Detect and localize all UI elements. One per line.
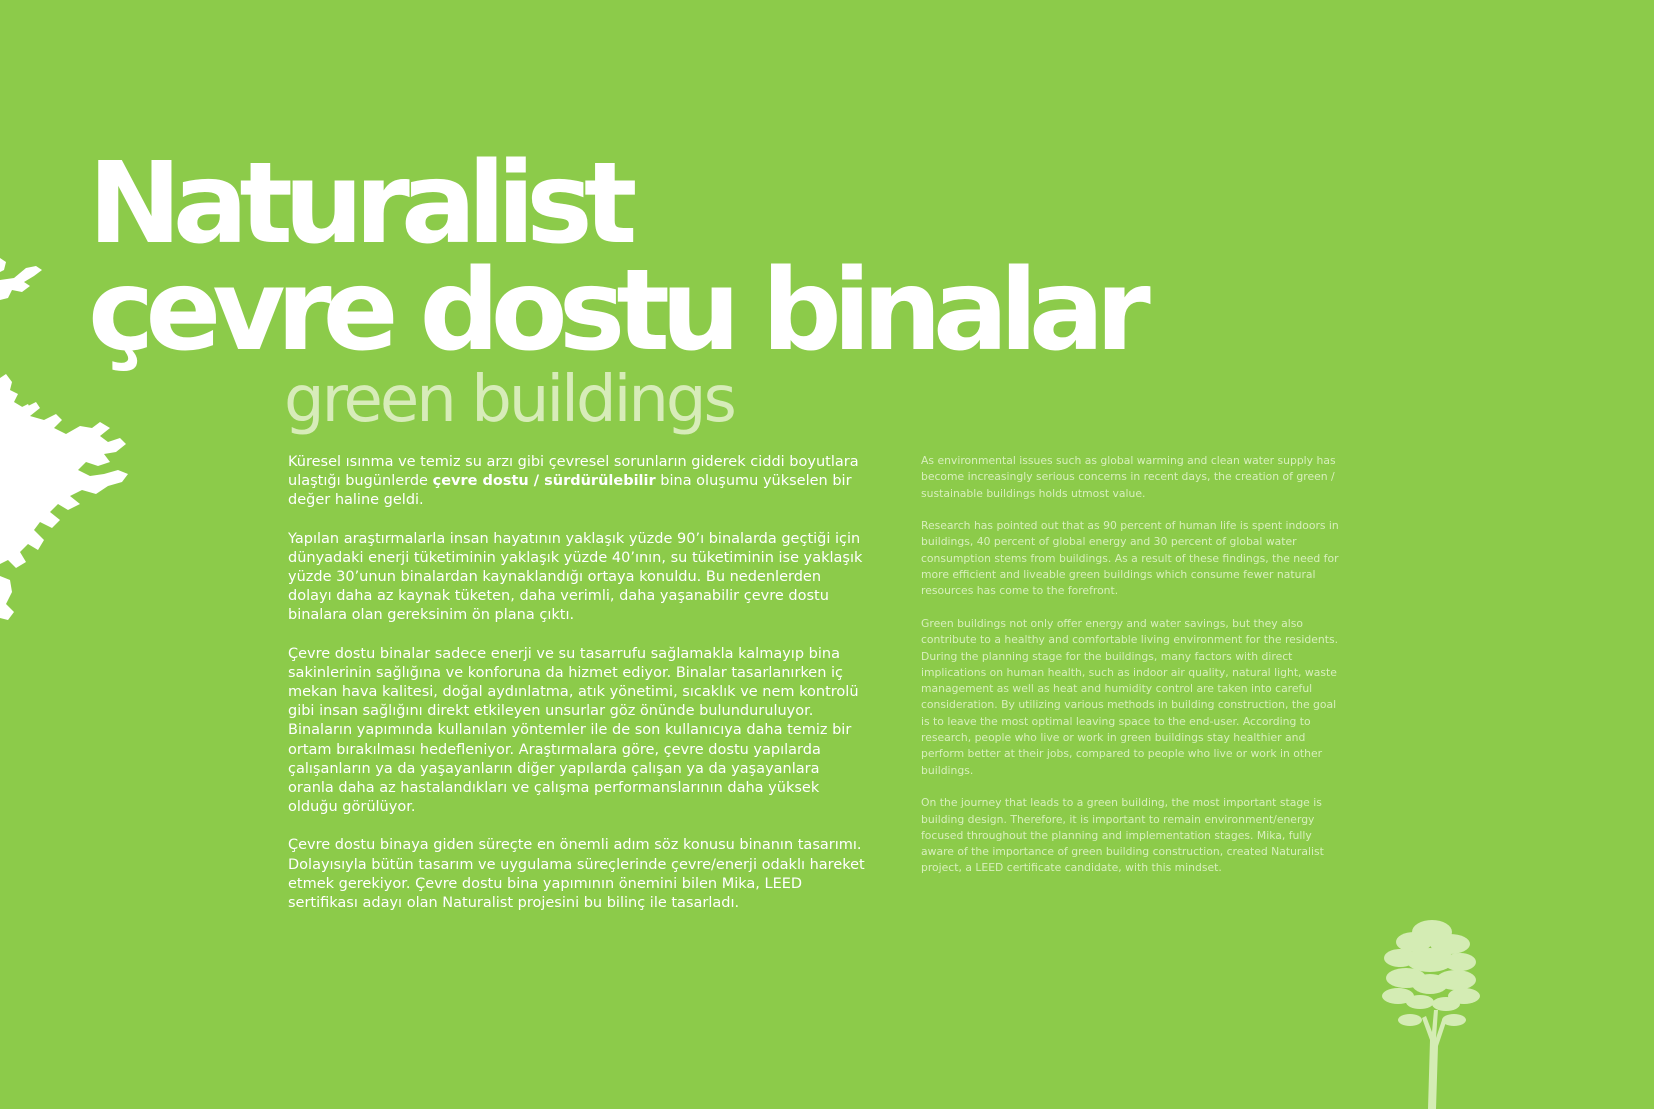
title-line-1: Naturalist [88,139,629,269]
turkish-paragraph-3: Çevre dostu binalar sadece enerji ve su tasarrufu sağlamakla kalmayıp bina sakinlerinin sağlığına ve konforuna da hizmet ediyor. Binalar tasarlanırken iç mekan hava kalitesi, doğal aydınlatma, atık yönetimi, sıcaklık ve nem kontrolü gibi insan sağlığını direkt etkileyen unsurlar göz önünde bulunduruluyor. Binaların yapımında kullanılan yöntemler ile de son kullanıcıya daha temiz bir ortam bırakılması hedefleniyor. Araştırmalara göre, çevre dostu yapılarda çalışanların ya da yaşayanların diğer yapılarda çalışan ya da yaşayanlara oranla daha az hastalandıkları ve çalışma performanslarının daha yüksek olduğu görülüyor. [288,645,859,816]
english-text-column [921,453,1341,893]
turkish-paragraph-1-emphasis: çevre dostu / sürdürülebilir [432,473,656,490]
tree-silhouette-right-icon [1370,920,1490,1109]
english-paragraph-3: Green buildings not only offer energy and water savings, but they also contribute to a healthy and comfortable living environment for the residents. During the planning stage for the buildings, many factors with direct implications on human health, such as indoor air quality, natural light, waste management as well as heat and humidity control are taken into careful consideration. By utilizing various methods in building construction, the goal is to leave the most optimal leaving space to the end-user. According to research, people who live or work in green buildings stay healthier and perform better at their jobs, compared to people who live or work in other buildings. [921,616,1339,777]
turkish-paragraph-1-end: bina oluşumu yükselen bir değer haline geldi. [288,473,852,509]
english-paragraph-4: On the journey that leads to a green building, the most important stage is building design. Therefore, it is important to remain environment/energy focused throughout the planning and implementation stages. Mika, fully aware of the importance of green building construction, created Naturalist project, a LEED certificate candidate, with this mindset. [921,796,1324,875]
english-paragraph-2: Research has pointed out that as 90 percent of human life is spent indoors in buildings, 40 percent of global energy and 30 percent of global water consumption stems from buildings. As a result of these findings, the need for more efficient and liveable green buildings which consume fewer natural resources has come to the forefront. [921,519,1339,598]
turkish-paragraph-2: Yapılan araştırmalarla insan hayatının yaklaşık yüzde 90’ı binalarda geçtiği için dünyadaki enerji tüketiminin yaklaşık yüzde 40’ının, su tüketiminin ise yaklaşık yüzde 30’unun binalardan kaynaklandığı ortaya konuldu. Bu nedenlerden dolayı daha az kaynak tüketen, daha verimli, daha yaşanabilir çevre dostu binalara olan gereksinim ön plana çıktı. [288,530,863,624]
turkish-text-column [288,453,868,932]
title-line-2: çevre dostu binalar [88,246,1142,376]
turkish-paragraph-4: Çevre dostu binaya giden süreçte en önemli adım söz konusu binanın tasarımı. Dolayısıyla bütün tasarım ve uygulama süreçlerinde çevre/enerji odaklı hareket etmek gerekiyor. Çevre dostu bina yapımının önemini bilen Mika, LEED sertifikası adayı olan Naturalist projesini bu bilinç ile tasarladı. [288,837,865,912]
english-paragraph-1: As environmental issues such as global warming and clean water supply has become increasingly serious concerns in recent days, the creation of green / sustainable buildings holds utmost value. [921,454,1336,500]
subtitle: green buildings [284,363,734,437]
turkish-paragraph-1-start: Küresel ısınma ve temiz su arzı gibi çevresel sorunların giderek ciddi boyutlara ulaştığı bugünlerde [288,454,859,490]
turkish-paragraph-1 [288,453,868,511]
